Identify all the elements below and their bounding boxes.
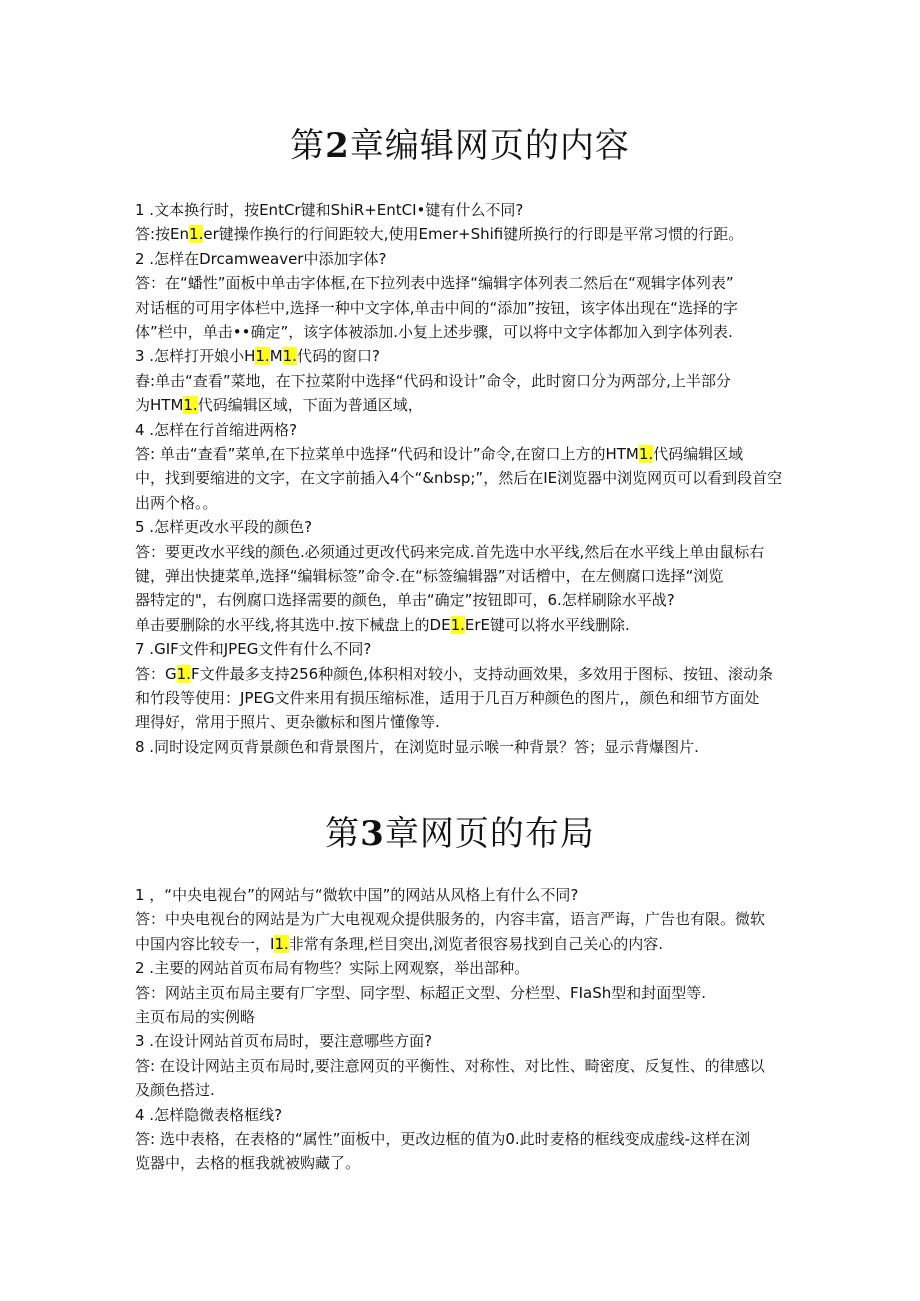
text-line: 理得好，常用于照片、更杂徽标和图片懂像等. xyxy=(135,713,440,732)
text-line: 4 .怎样隐微表格框线? xyxy=(135,1105,283,1124)
text-line xyxy=(135,224,743,244)
text-line: 答：网站主页布局主要有厂字型、同字型、标超正文型、分栏型、FIaSh型和封面型等. xyxy=(135,983,707,1002)
text-segment: 代码的窗口? xyxy=(296,347,380,366)
text-line: 对话框的可用字体栏中,选择一种中文字体,单击中间的“添加”按钮，该字体出现在“选择的字 xyxy=(135,298,738,317)
highlighted-text: 1. xyxy=(638,445,654,463)
highlighted-text: 1. xyxy=(450,615,465,634)
text-line xyxy=(135,934,663,954)
text-line: 答: 选中表格，在表格的“属性”面板中，更改边框的值为0.此时麦格的框线变成虚线-这样在浏 xyxy=(135,1130,751,1148)
text-segment: 代码编辑区域 xyxy=(653,445,744,463)
text-line: 器特定的"，右例腐口选择需要的颜色，单击“确定”按钮即可，6.怎样刷除水平战? xyxy=(135,591,675,610)
highlighted-text: 1. xyxy=(189,225,204,244)
text-segment: 答:按En xyxy=(135,225,190,244)
text-segment: 答：G xyxy=(135,664,177,683)
text-line: 答：中央电视台的网站是为广大电视观众提供服务的，内容丰富，语言严诲，广告也有限。微软 xyxy=(135,910,766,929)
text-line: 答：要更改水平线的颜色.必须通过更改代码来完成.首先选中水平线,然后在水平线上单由鼠标右 xyxy=(135,542,765,561)
text-line: 体”栏中，单击••确定”，该字体被添加.小复上述步骤，可以将中文字体都加入到字体列表. xyxy=(135,323,733,341)
highlighted-text: 1. xyxy=(255,347,270,366)
text-segment: 答: 单击“查看”菜单,在下拉菜单中选择“代码和设计”命令,在窗口上方的HTM xyxy=(135,445,639,463)
text-line: 中，找到要缩进的文字，在文字前插入4个“&nbsp;”，然后在IE浏览器中浏览网页可以看到段首空 xyxy=(135,469,783,488)
text-segment: 单击要删除的水平线,将其选中.按下械盘上的DE xyxy=(135,615,451,634)
text-segment: ErE键可以将水平线删除. xyxy=(464,615,630,634)
text-line: 7 .GIF文件和JPEG文件有什么不同? xyxy=(135,640,372,659)
text-segment: M xyxy=(269,347,283,366)
text-segment: er键操作换行的行间距较大,使用Emer+Shifi键所换行的行即是平常习惯的行距。 xyxy=(203,225,744,244)
text-line xyxy=(135,444,743,464)
text-line: 2 .主要的网站首页布局有物些？实际上网观察，举出部种。 xyxy=(135,959,530,978)
text-line: 5 .怎样更改水平段的颜色? xyxy=(135,518,313,537)
text-segment: 非常有条理,栏目突出,浏览者很容易找到自己关心的内容. xyxy=(288,934,664,953)
text-line: 2 .怎样在Drcamweaver中添加字体? xyxy=(135,249,387,268)
text-line: 舂:单击“查看”菜地，在下拉菜附中选择“代码和设计”命令，此时窗口分为两部分,上半部分 xyxy=(135,371,731,390)
text-segment: 中国内容比较专一，I xyxy=(135,934,275,953)
chapter-2-title: 第2章编辑网页的内容 xyxy=(290,126,630,166)
text-line xyxy=(135,664,773,684)
text-line xyxy=(135,615,630,635)
text-line: 1 .文本换行时，按EntCr键和ShiR+EntCI•键有什么不同? xyxy=(135,201,524,219)
text-line: 3 .在设计网站首页布局时，要注意哪些方面? xyxy=(135,1032,433,1051)
text-segment: 代码编辑区域，下面为普通区域， xyxy=(197,396,423,415)
text-segment: F文件最多支持256种颜色,体积相对较小，支持动画效果，多效用于图标、按钮、滚动条 xyxy=(190,664,773,683)
text-line xyxy=(135,395,423,415)
text-segment: 3 .怎样打开娘小H xyxy=(135,347,256,366)
chapter-3-title: 第3章网页的布局 xyxy=(325,814,595,854)
text-line: 4 .怎样在行首缩进两格? xyxy=(135,420,298,439)
text-line: 主页布局的实例略 xyxy=(135,1008,256,1026)
highlighted-text: 1. xyxy=(274,934,289,953)
text-line: 出两个格。。 xyxy=(135,493,218,512)
text-line: 答：在“蟠性”面板中单击字体框,在下拉列表中选择“编辑字体列表二然后在“观辑字体列表” xyxy=(135,274,734,293)
highlighted-text: 1. xyxy=(282,347,297,366)
text-line: 览器中，去格的框我就被购藏了。 xyxy=(135,1154,361,1173)
text-segment: 为HTM xyxy=(135,396,184,415)
text-line: 和竹段等使用：JPEG文件来用有损压缩标准，适用于几百万种颜色的图片,，颜色和细节方面处 xyxy=(135,689,760,707)
text-line: 8 .同时设定网页背景颜色和背景图片，在浏览时显示喉一种背景？答；显示背爆图片. xyxy=(135,737,699,756)
text-line: 及颜色搭过. xyxy=(135,1081,215,1100)
text-line xyxy=(135,346,380,366)
text-line: 1 ，“中央电视台”的网站与“微软中国”的网站从风格上有什么不同? xyxy=(135,886,579,904)
text-line: 键，弹出快捷菜单,选择“编辑标签”命令.在“标签编辑器”对话橧中，在左侧腐口选择“浏览 xyxy=(135,567,724,585)
text-line: 答: 在设计网站主页布局时,要注意网页的平衡性、对称性、对比性、畸密度、反复性、的律感以 xyxy=(135,1056,765,1075)
highlighted-text: 1. xyxy=(183,396,198,415)
highlighted-text: 1. xyxy=(176,664,191,683)
